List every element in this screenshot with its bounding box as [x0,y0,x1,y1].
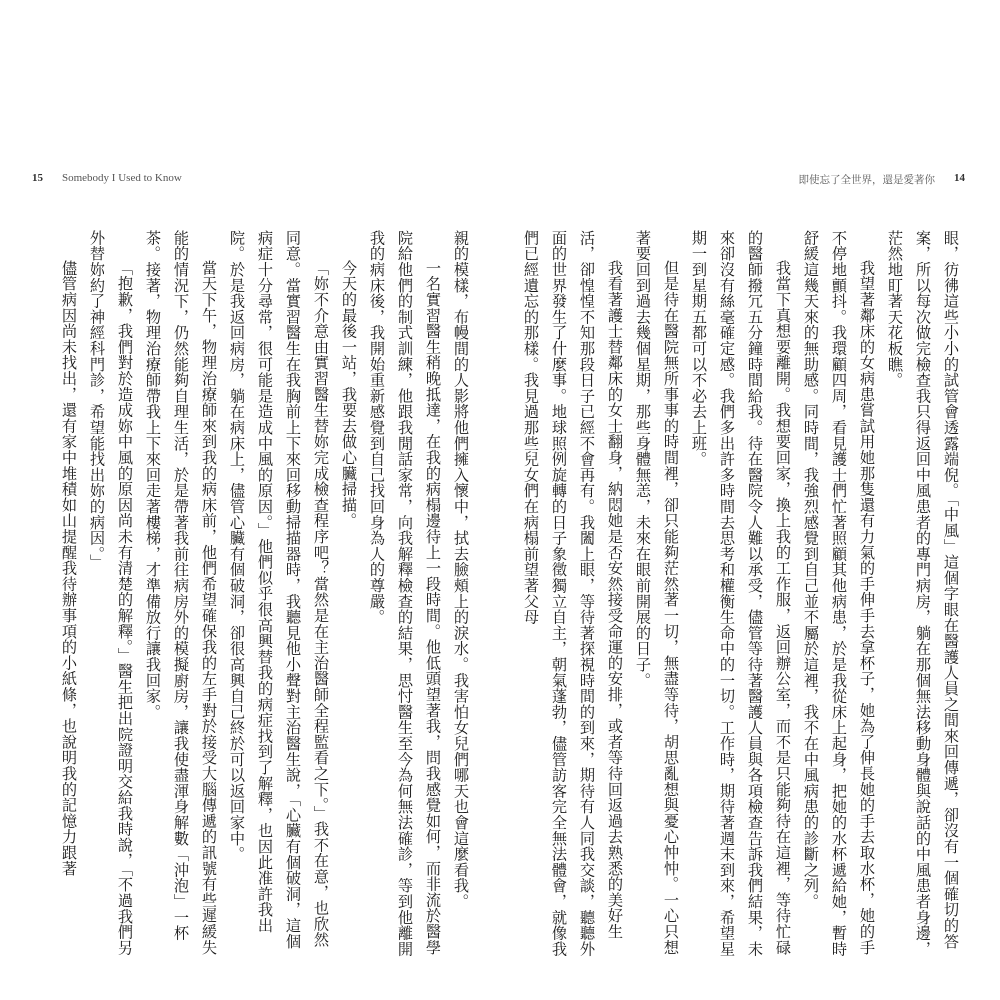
left-page-header [30,172,475,188]
paragraph: 我望著鄰床的女病患嘗試用她那隻還有力氣的手伸手去拿杯子，她為了伸長她的手去取水杯，她的手不停地顫抖。我環顧四周，看見護士們忙著照顧其他病患，於是我從床上起身，把她的水杯遞給她，暫時舒緩這幾天來的無助感。同時間，我強烈感覺到自己並不屬於這裡，我不在中風病患的診斷之列。 [802,230,876,957]
left-page-body [30,230,475,960]
right-page [515,172,965,962]
paragraph: 當天下午，物理治療師來到我的病床前，他們希望確保我的左手對於接受大腦傳遞的訊號有些遲緩失能的情況下，仍然能夠自理生活，於是帶著我前往病房外的模擬廚房，讓我使盡渾身解數「沖泡」一杯茶。接著，物理治療師帶我上下來回走著樓梯，才準備放行讓我回家。 [144,230,218,956]
page-number: 14 [954,172,965,184]
paragraph: 親的模樣，布幔間的人影將他們擁入懷中，拭去臉頰上的淚水。我害怕女兒們哪天也會這麼看我。 [452,230,470,910]
running-title: 即使忘了全世界，還是愛著你 [798,174,935,186]
paragraph: 我當下真想要離開。我想要回家，換上我的工作服，返回辦公室，而不是只能夠待在這裡，等待忙碌的醫師撥冗五分鐘時間給我。待在醫院令人難以承受，儘管等待著醫護人員與各項檢查告訴我們結果，未來卻沒有絲毫確定感。我們多出許多時間去思考和權衡生命中的一切。工作時，期待著週末到來，希望星期一到星期五都可以不必去上班。 [690,230,792,957]
paragraph: 我看著護士替鄰床的女士翻身，納悶她是否安然接受命運的安排，或者等待回返過去熟悉的美好生活，卻惶惶不知那段日子已經不會再有。我闔上眼，等待著探視時間的到來，期待有人同我交談，聽聽外面的世界發生了什麼事。地球照例旋轉的日子象徵獨立自主，朝氣蓬勃，儘管訪客完全無法體會，就像我們已經遺忘的那樣。我見過那些兒女們在病榻前望著父母 [522,230,624,957]
paragraph: 「妳不介意由實習醫生替妳完成檢查程序吧？當然是在主治醫師全程監看之下。」我不在意，也欣然同意。當實習醫生在我胸前上下來回移動掃描器時，我聽見他小聲對主治醫生說，「心臟有個破洞，這個病症十分尋常，很可能是造成中風的原因。」他們似乎很高興替我的病症找到了解釋，也因此准許我出院。於是我返回病房，躺在病床上，儘管心臟有個破洞，卻很高興自己終於可以返回家中。 [228,230,330,950]
right-page-body [515,230,965,960]
paragraph: 一名實習醫生稍晚抵達，在我的病榻邊待上一段時間。他低頭望著我，問我感覺如何，而非流於醫學院給他們的制式訓練，他跟我閒話家常，向我解釋檢查的結果，思忖醫生至今為何無法確診，等到他離開我的病床後，我開始重新感覺到自己找回身為人的尊嚴。 [368,230,442,957]
running-title: Somebody I Used to Know [62,172,182,184]
page-number: 15 [32,172,43,184]
right-page-header [515,172,965,188]
paragraph: 「抱歉，我們對於造成妳中風的原因尚未有清楚的解釋。」醫生把出院證明交給我時說，「不過我們另外替妳約了神經科門診，希望能找出妳的病因。」 [88,230,134,957]
paragraph: 儘管病因尚未找出，還有家中堆積如山提醒我待辦事項的小紙條，也說明我的記憶力跟著 [60,260,78,877]
paragraph: 今天的最後一站，我要去做心臟掃描。 [340,260,358,529]
paragraph: 但是待在醫院無所事事的時間裡，卻只能夠茫然著一切，無盡等待，胡思亂想與憂心忡忡。一心只想著要回到過去幾個星期，那些身體無恙，未來在眼前開展的日子。 [634,230,680,956]
paragraph: 眼，彷彿這些小小的試管會透露端倪。「中風」這個字眼在醫護人員之間來回傳遞，卻沒有一個確切的答案，所以每次做完檢查我只得返回中風患者的專門病房，躺在那個無法移動身體與說話的中風患者身邊，茫然地盯著天花板瞧。 [886,230,960,957]
left-page [30,172,475,962]
